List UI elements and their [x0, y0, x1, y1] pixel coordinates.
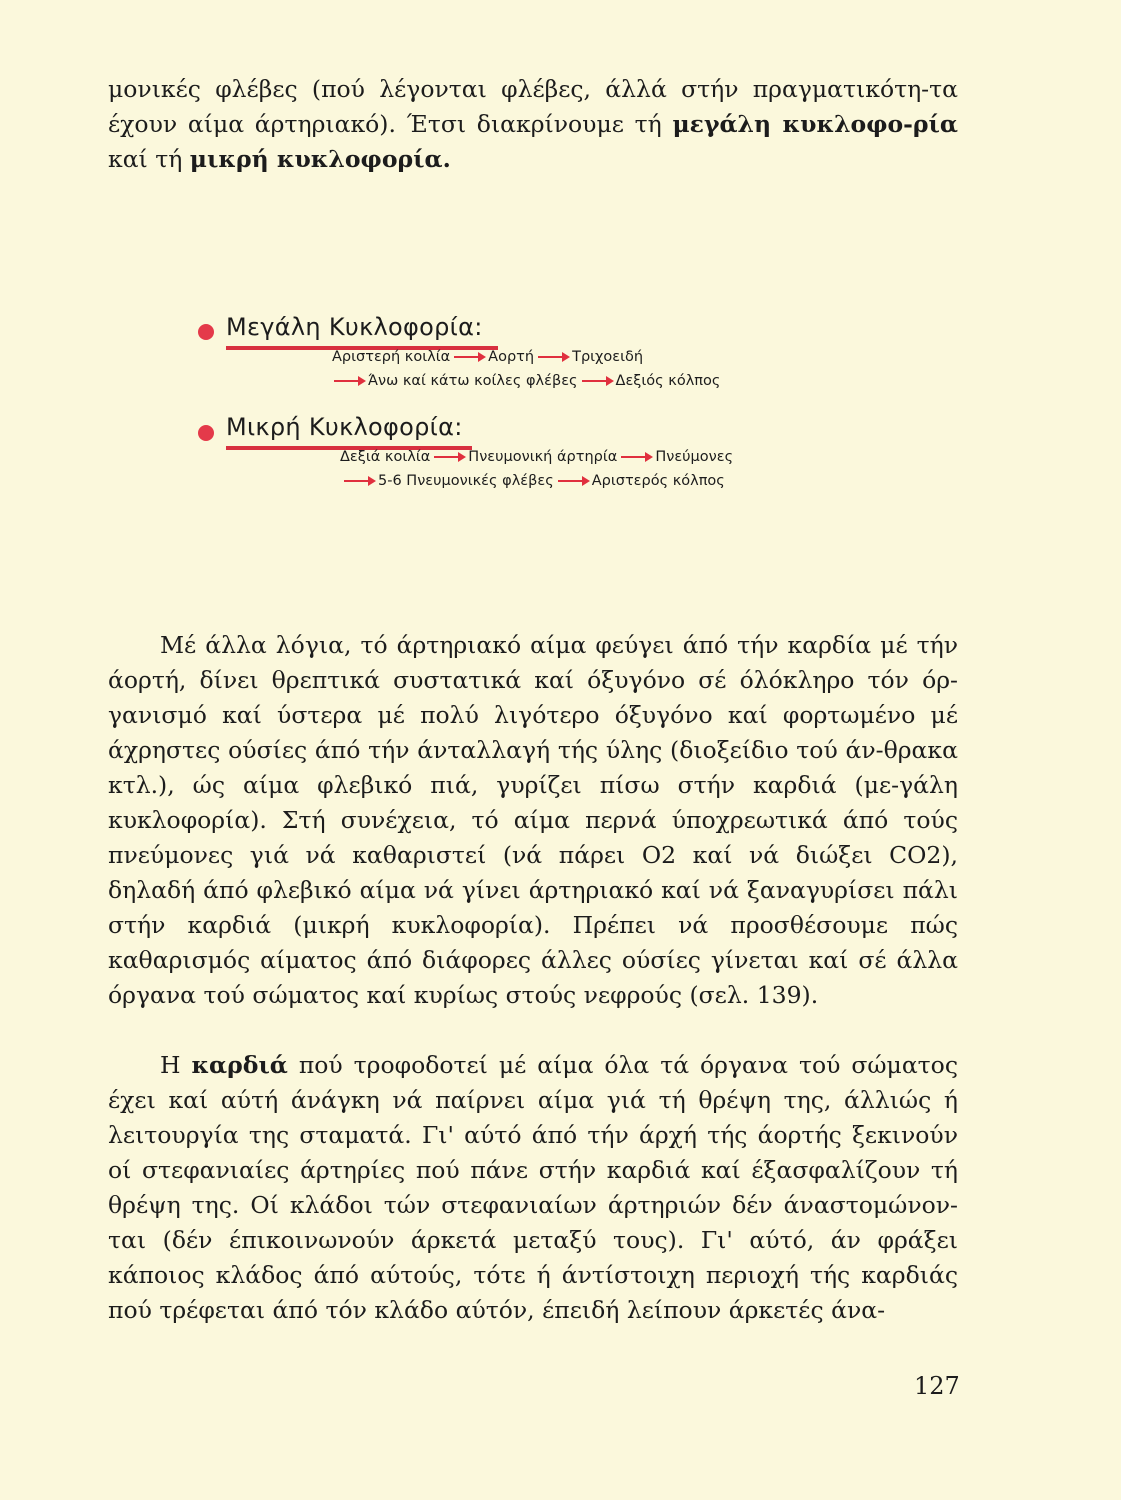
red-bullet-icon	[198, 324, 214, 340]
step-left-atrium: Αριστερός κόλπος	[591, 473, 725, 489]
big-circulation-line-1	[332, 349, 643, 365]
intro-text-2: καί τή	[108, 145, 190, 173]
arrow-right-icon	[344, 480, 374, 482]
page-number: 127	[914, 1372, 960, 1400]
step-pulmonary-artery: Πνευμονική άρτηρία	[468, 449, 618, 465]
step-right-atrium: Δεξιός κόλπος	[615, 373, 721, 389]
small-circulation-title: Μικρή Κυκλοφορία:	[226, 413, 463, 441]
big-circulation-line-2	[330, 373, 720, 389]
p2-text-1: Η	[160, 1051, 192, 1079]
p2-text-2: πού τροφοδοτεί μέ αίμα όλα τά όργανα τού σώματος έχει καί αύτή άνάγκη νά παίρνει αίμα γιά τή θρέψη της, άλλιώς ή λειτουργία της σταματά. Γι' αύτό άπό τήν άρχή τής άορτής ξεκινούν οί στεφανιαίες άρτηρίες πού πάνε στήν καρδιά καί έξασφαλίζουν τή θρέψη της. Οί κλάδοι τών στεφανιαίων άρτηριών δέν άναστομώνον-ται (δέν έπικοινωνούν άρκετά μεταξύ τους). Γι' αύτό, άν φράξει κάποιος κλάδος άπό αύτούς, τότε ή άντίστοιχη περιοχή τής καρδιάς πού τρέφεται άπό τόν κλάδο αύτόν, έπειδή λείπουν άρκετές άνα-	[108, 1051, 958, 1324]
step-aorta: Αορτή	[488, 349, 535, 365]
term-small-circulation: μικρή κυκλοφορία.	[189, 145, 451, 173]
step-right-ventricle: Δεξιά κοιλία	[340, 449, 431, 465]
small-circulation-line-2	[340, 473, 725, 489]
arrow-right-icon	[558, 480, 588, 482]
arrow-right-icon	[538, 356, 568, 358]
intro-paragraph	[108, 72, 958, 177]
body-paragraph-2	[108, 1048, 958, 1328]
arrow-right-icon	[434, 456, 464, 458]
small-circulation-line-1	[340, 449, 733, 465]
step-pulmonary-veins: 5-6 Πνευμονικές φλέβες	[378, 473, 554, 489]
arrow-right-icon	[454, 356, 484, 358]
step-vena-cava: Άνω καί κάτω κοίλες φλέβες	[368, 373, 578, 389]
circulation-diagram	[190, 310, 890, 510]
arrow-right-icon	[334, 380, 364, 382]
red-bullet-icon	[198, 425, 214, 441]
step-left-ventricle: Αριστερή κοιλία	[332, 349, 451, 365]
big-circulation-title: Μεγάλη Κυκλοφορία:	[226, 313, 483, 341]
arrow-right-icon	[582, 380, 612, 382]
step-lungs: Πνεύμονες	[655, 449, 734, 465]
body-paragraph-1: Μέ άλλα λόγια, τό άρτηριακό αίμα φεύγει άπό τήν καρδία μέ τήν άορτή, δίνει θρεπτικά συστατικά καί όξυγόνο σέ όλόκληρο τόν όρ-γανισμό καί ύστερα μέ πολύ λιγότερο όξυγόνο καί φορτωμένο μέ άχρηστες ούσίες άπό τήν άνταλλαγή τής ύλης (διοξείδιο τού άν-θρακα κτλ.), ώς αίμα φλεβικό πιά, γυρίζει πίσω στήν καρδιά (με-γάλη κυκλοφορία). Στή συνέχεια, τό αίμα περνά ύποχρεωτικά άπό τούς πνεύμονες γιά νά καθαριστεί (νά πάρει O2 καί νά διώξει CO2), δηλαδή άπό φλεβικό αίμα νά γίνει άρτηριακό καί νά ξαναγυρίσει πάλι στήν καρδιά (μικρή κυκλοφορία). Πρέπει νά προσθέσουμε πώς καθαρισμός αίματος άπό διάφορες άλλες ούσίες γίνεται καί σέ άλλα όργανα τού σώματος καί κυρίως στούς νεφρούς (σελ. 139).	[108, 631, 958, 1009]
term-heart: καρδιά	[191, 1051, 288, 1079]
intro-text-1: μονικές φλέβες (πού λέγονται φλέβες, άλλά στήν πραγματικότη-τα έχουν αίμα άρτηριακό). Έτσι διακρίνουμε τή	[108, 75, 958, 138]
arrow-right-icon	[621, 456, 651, 458]
term-big-circulation: μεγάλη κυκλοφο-ρία	[672, 110, 958, 138]
step-capillaries: Τριχοειδή	[572, 349, 644, 365]
